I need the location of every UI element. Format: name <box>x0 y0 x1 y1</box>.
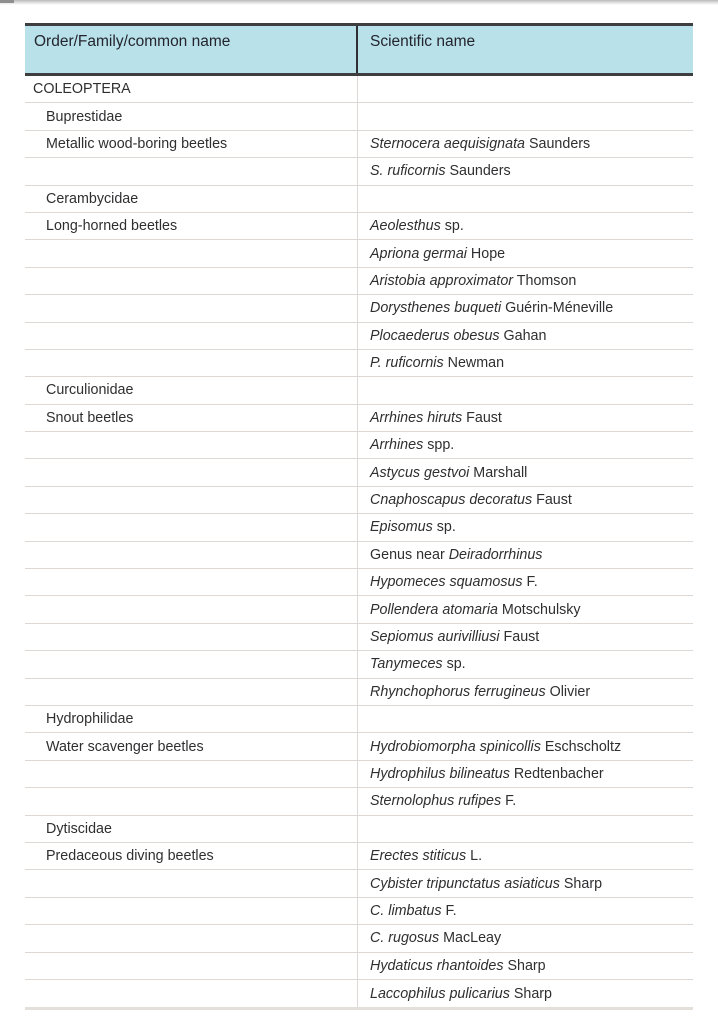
scientific-name-author: Saunders <box>525 135 591 152</box>
scientific-name-cell <box>358 596 693 622</box>
order-family-cell <box>25 980 358 1007</box>
order-family-cell <box>25 679 358 705</box>
scientific-name-taxon: Cybister tripunctatus asiaticus <box>370 875 560 892</box>
table-row <box>25 459 693 486</box>
order-family-cell: Predaceous diving beetles <box>25 843 358 869</box>
order-family-cell <box>25 596 358 622</box>
scientific-name-taxon: Pollendera atomaria <box>370 601 498 618</box>
table-row <box>25 405 693 432</box>
scientific-name-cell <box>358 925 693 951</box>
scientific-name-author: MacLeay <box>439 930 502 947</box>
scientific-name-author: Redtenbacher <box>509 765 604 782</box>
table-row <box>25 788 693 815</box>
scientific-name-taxon: Episomus <box>370 519 433 536</box>
scientific-name-cell <box>358 432 693 458</box>
scientific-name-cell <box>358 240 693 266</box>
table-row <box>25 679 693 706</box>
table-row <box>25 186 693 213</box>
scientific-name-author: Gahan <box>499 327 547 344</box>
table-row <box>25 596 693 623</box>
header-scientific-name: Scientific name <box>370 33 476 50</box>
order-family-cell: COLEOPTERA <box>25 76 358 102</box>
table-row <box>25 350 693 377</box>
table-row <box>25 925 693 952</box>
scientific-name-taxon: P. ruficornis <box>370 355 444 372</box>
scientific-name-author: Eschscholtz <box>540 738 622 755</box>
scientific-name-taxon: Hypomeces squamosus <box>370 574 523 591</box>
order-family-cell <box>25 569 358 595</box>
order-family-cell <box>25 761 358 787</box>
table-body <box>25 76 693 1010</box>
scientific-name-cell <box>358 350 693 376</box>
scientific-name-taxon: C. limbatus <box>370 902 442 919</box>
scientific-name-taxon: Hydrobiomorpha spinicollis <box>370 738 541 755</box>
scientific-name-taxon: Aeolesthus <box>370 218 441 235</box>
scientific-name-cell <box>358 788 693 814</box>
header-order-family-common-name: Order/Family/common name <box>25 26 358 73</box>
order-family-cell <box>25 295 358 321</box>
scientific-name-cell <box>358 131 693 157</box>
table-row <box>25 761 693 788</box>
table-row <box>25 624 693 651</box>
order-family-cell <box>25 158 358 184</box>
scientific-name-taxon: Deiradorrhinus <box>448 546 543 563</box>
order-family-cell: Hydrophilidae <box>25 706 358 732</box>
table-row <box>25 542 693 569</box>
order-family-cell: Long-horned beetles <box>25 213 358 239</box>
order-family-cell <box>25 788 358 814</box>
scientific-name-author: F. <box>441 902 457 919</box>
scientific-name-taxon: Hydrophilus bilineatus <box>370 765 510 782</box>
table-row <box>25 816 693 843</box>
order-family-cell <box>25 624 358 650</box>
table-row <box>25 432 693 459</box>
scientific-name-cell <box>358 295 693 321</box>
table-row <box>25 240 693 267</box>
scientific-name-cell <box>358 679 693 705</box>
scientific-name-cell <box>358 514 693 540</box>
scientific-name-cell <box>358 405 693 431</box>
order-family-cell <box>25 268 358 294</box>
order-family-cell <box>25 651 358 677</box>
scientific-name-taxon: Apriona germai <box>370 245 467 262</box>
scientific-name-author: Thomson <box>513 272 577 289</box>
scientific-name-cell <box>358 843 693 869</box>
scientific-name-cell <box>358 186 693 212</box>
scientific-name-taxon: Erectes stiticus <box>370 848 467 865</box>
order-family-cell <box>25 487 358 513</box>
order-family-cell <box>25 925 358 951</box>
table-row <box>25 131 693 158</box>
scientific-name-taxon: Arrhines <box>370 437 424 454</box>
order-family-cell: Snout beetles <box>25 405 358 431</box>
scientific-name-cell <box>358 487 693 513</box>
scientific-name-taxon: Astycus gestvoi <box>370 464 470 481</box>
order-family-cell <box>25 542 358 568</box>
scientific-name-taxon: Hydaticus rhantoides <box>370 957 504 974</box>
scientific-name-cell <box>358 761 693 787</box>
scientific-name-cell <box>358 953 693 979</box>
page-top-shadow-corner <box>0 0 14 3</box>
scientific-name-taxon: Dorysthenes buqueti <box>370 300 502 317</box>
table-row <box>25 76 693 103</box>
table-row <box>25 514 693 541</box>
scientific-name-author: Genus near <box>370 546 449 563</box>
table-row <box>25 569 693 596</box>
scientific-name-cell <box>358 213 693 239</box>
scientific-name-cell <box>358 816 693 842</box>
scientific-name-taxon: Tanymeces <box>370 656 443 673</box>
scientific-name-author: Faust <box>499 629 540 645</box>
order-family-cell <box>25 514 358 540</box>
scientific-name-author: sp. <box>440 218 464 235</box>
order-family-cell <box>25 350 358 376</box>
order-family-cell <box>25 898 358 924</box>
scientific-name-cell <box>358 569 693 595</box>
table-row <box>25 158 693 185</box>
table-row <box>25 953 693 980</box>
scientific-name-author: Faust <box>532 492 572 509</box>
order-family-cell: Metallic wood-boring beetles <box>25 131 358 157</box>
scientific-name-taxon: Aristobia approximator <box>370 272 514 289</box>
scientific-name-author: F. <box>501 793 517 810</box>
table-row <box>25 323 693 350</box>
scientific-name-author: spp. <box>423 437 455 454</box>
table-row <box>25 268 693 295</box>
scientific-name-cell <box>358 76 693 102</box>
order-family-cell <box>25 323 358 349</box>
table-row <box>25 733 693 760</box>
scientific-name-author: F. <box>522 574 538 591</box>
scientific-name-taxon: C. rugosus <box>370 930 440 947</box>
scientific-name-cell <box>358 323 693 349</box>
table-row <box>25 103 693 130</box>
scientific-name-taxon: Cnaphoscapus decoratus <box>370 492 533 509</box>
scientific-name-author: Saunders <box>445 163 511 180</box>
scientific-name-cell <box>358 706 693 732</box>
table-row <box>25 898 693 925</box>
scientific-name-author: Olivier <box>545 683 591 700</box>
page-top-shadow <box>0 0 718 5</box>
scientific-name-author: Newman <box>443 355 505 372</box>
table-row <box>25 377 693 404</box>
scientific-name-cell <box>358 459 693 485</box>
order-family-cell: Cerambycidae <box>25 186 358 212</box>
scientific-name-taxon: Arrhines hiruts <box>370 409 463 426</box>
table-row <box>25 980 693 1007</box>
table-row <box>25 870 693 897</box>
scientific-name-cell <box>358 268 693 294</box>
scientific-name-author: Marshall <box>469 464 528 481</box>
scientific-name-taxon: Rhynchophorus ferrugineus <box>370 683 546 700</box>
table-row <box>25 651 693 678</box>
scientific-name-cell <box>358 898 693 924</box>
scientific-name-taxon: Sternolophus rufipes <box>370 793 502 810</box>
scientific-name-author: Faust <box>462 409 502 426</box>
scientific-name-author: Hope <box>466 245 506 262</box>
order-family-cell <box>25 953 358 979</box>
order-family-cell <box>25 870 358 896</box>
scientific-name-author: Guérin-Méneville <box>501 300 614 317</box>
scientific-name-author: Sharp <box>503 957 546 974</box>
table-row <box>25 487 693 514</box>
scientific-name-taxon: Sternocera aequisignata <box>370 135 525 152</box>
table-row <box>25 213 693 240</box>
table-row <box>25 843 693 870</box>
scientific-name-cell <box>358 377 693 403</box>
scientific-name-author: Sharp <box>509 985 552 1002</box>
table-row <box>25 706 693 733</box>
scientific-name-cell <box>358 542 693 568</box>
order-family-cell: Curculionidae <box>25 377 358 403</box>
scientific-name-cell <box>358 624 693 650</box>
scientific-name-author: Motschulsky <box>497 601 581 618</box>
scientific-name-author: L. <box>466 848 483 865</box>
order-family-cell <box>25 459 358 485</box>
table-row <box>25 295 693 322</box>
scientific-name-cell <box>358 158 693 184</box>
species-table <box>25 23 693 1010</box>
table-header-row <box>25 23 693 76</box>
scientific-name-author: Sharp <box>559 875 603 892</box>
order-family-cell: Dytiscidae <box>25 816 358 842</box>
order-family-cell: Buprestidae <box>25 103 358 129</box>
scientific-name-author: sp. <box>432 519 456 536</box>
scientific-name-cell <box>358 870 693 896</box>
scientific-name-cell <box>358 980 693 1007</box>
order-family-cell: Water scavenger beetles <box>25 733 358 759</box>
order-family-cell <box>25 432 358 458</box>
order-family-cell <box>25 240 358 266</box>
scientific-name-cell <box>358 733 693 759</box>
scientific-name-taxon: Plocaederus obesus <box>370 327 500 344</box>
scientific-name-cell <box>358 651 693 677</box>
scientific-name-taxon: Laccophilus pulicarius <box>370 985 510 1002</box>
scientific-name-author: sp. <box>442 656 466 673</box>
scientific-name-taxon: S. ruficornis <box>370 163 446 180</box>
scientific-name-taxon: Sepiomus aurivilliusi <box>370 629 500 645</box>
scientific-name-cell <box>358 103 693 129</box>
